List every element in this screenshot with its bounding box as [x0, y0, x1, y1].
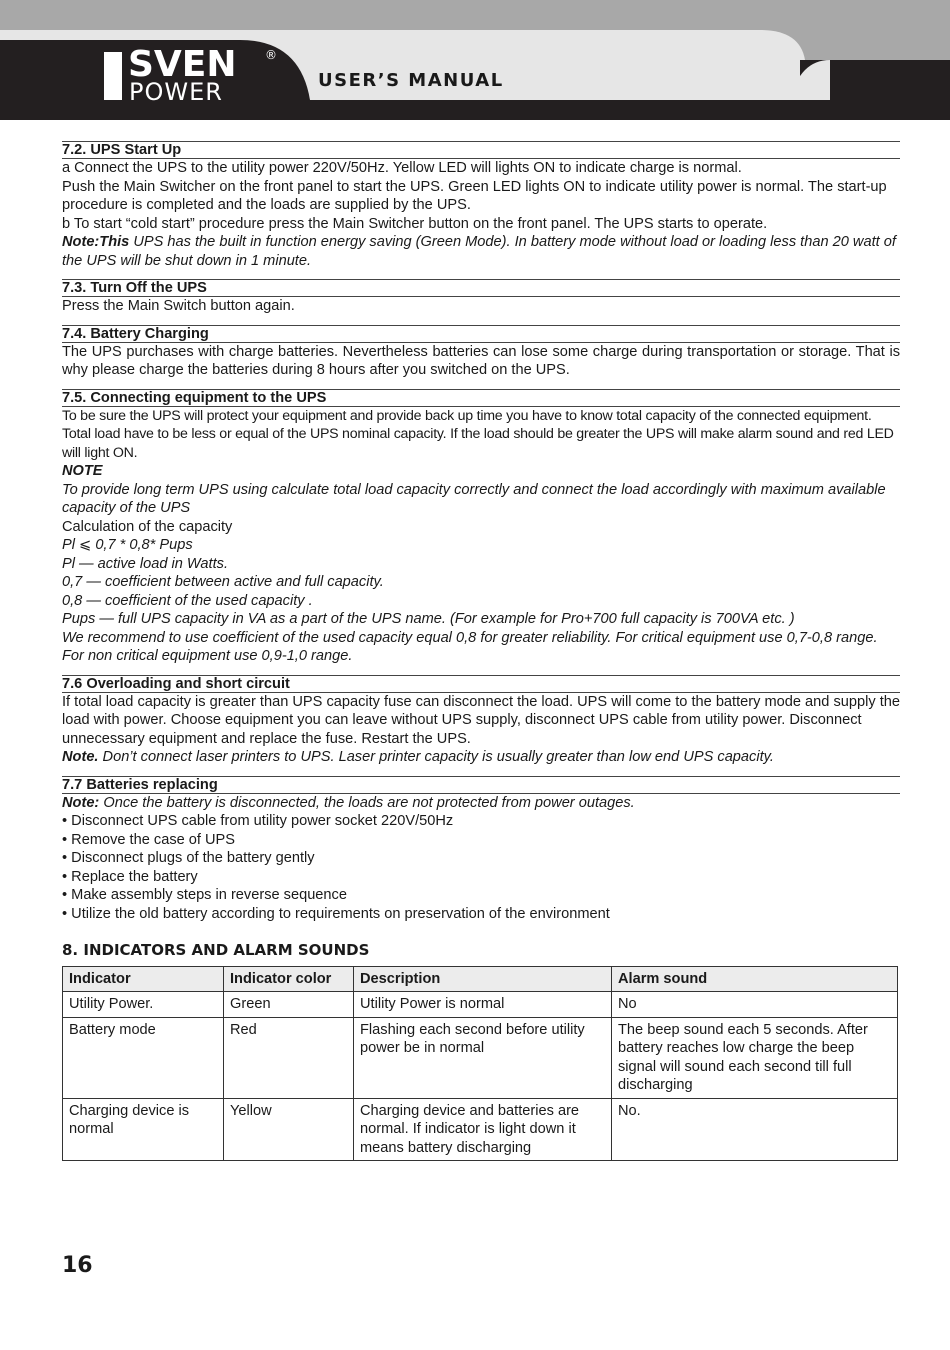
table-cell: Red — [224, 1017, 354, 1098]
table-cell: Flashing each second before utility power be in normal — [354, 1017, 612, 1098]
note-paragraph — [62, 233, 900, 270]
paragraph: If total load capacity is greater than UPS capacity fuse can disconnect the load. UPS will come to the battery mode and supply the load with power. Choose equipment you can leave without UPS supply, disconnect UPS cable from utility power. Disconnect unnecessary equipment and replace the fuse. Restart the UPS. — [62, 693, 900, 747]
paragraph: b To start “cold start” procedure press the Main Switcher button on the front panel. The UPS starts to operate. — [62, 215, 768, 232]
note-text: Once the battery is disconnected, the loads are not protected from power outages. — [99, 794, 635, 811]
paragraph: The UPS purchases with charge batteries. Nevertheless batteries can lose some charge during transportation or storage. That is why please charge the batteries during 8 hours after you switched on the UPS. — [62, 343, 900, 378]
formula-line: We recommend to use coefficient of the used capacity equal 0,8 for greater reliability. For critical equipment use 0,7-0,8 range. For non critical equipment use 0,9-1,0 range. — [62, 629, 878, 664]
column-header: Description — [354, 966, 612, 992]
logo-bar-icon — [104, 52, 122, 100]
paragraph: Press the Main Switch button again. — [62, 298, 295, 314]
indicators-title: 8. INDICATORS AND ALARM SOUNDS — [62, 941, 370, 959]
table-cell: Charging device and batteries are normal. If indicator is light down it means battery discharging — [354, 1098, 612, 1161]
section-title-7-3: 7.3. Turn Off the UPS — [62, 279, 900, 297]
section-title-7-7: 7.7 Batteries replacing — [62, 776, 900, 794]
main-content — [62, 141, 900, 1161]
table-cell: The beep sound each 5 seconds. After battery reaches low charge the beep signal will sound each second till full discharging — [612, 1017, 898, 1098]
note-text: UPS has the built in function energy saving (Green Mode). In battery mode without load or loading less than 20 watt of the UPS will be shut down in 1 minute. — [62, 234, 896, 269]
column-header: Indicator — [63, 966, 224, 992]
note-label: Note:This — [62, 234, 130, 250]
paragraph: To be sure the UPS will protect your equipment and provide back up time you have to know total capacity of the connected equipment. Total load have to be less or equal of the UPS nominal capacity. If the load should be greater the UPS will make alarm sound and red LED will light ON. — [62, 407, 894, 461]
paragraph: a Connect the UPS to the utility power 220V/50Hz. Yellow LED will lights ON to indicate charge is normal. — [62, 160, 742, 176]
table-header-row — [63, 966, 898, 992]
manual-title: USER’S MANUAL — [318, 70, 504, 91]
note-label: Note. — [62, 749, 99, 765]
formula-line: Pl — active load in Watts. — [62, 555, 229, 572]
brand-logo-sven: SVEN — [128, 44, 237, 85]
table-row — [63, 992, 898, 1018]
note-label: Note: — [62, 794, 100, 811]
indicators-table — [62, 966, 898, 1162]
table-row — [63, 1017, 898, 1098]
page-number: 16 — [62, 1253, 93, 1278]
section-title-7-2: 7.2. UPS Start Up — [62, 141, 900, 159]
brand-logo-power: POWER — [129, 78, 223, 106]
column-header: Indicator color — [224, 966, 354, 992]
paragraph: Calculation of the capacity — [62, 518, 233, 535]
table-cell: Utility Power is normal — [354, 992, 612, 1018]
table-cell: Battery mode — [63, 1017, 224, 1098]
table-row — [63, 1098, 898, 1161]
formula-line: 0,7 — coefficient between active and full capacity. — [62, 574, 384, 590]
table-cell: Yellow — [224, 1098, 354, 1161]
registered-mark: ® — [265, 48, 277, 62]
formula-line: Pups — full UPS capacity in VA as a part of the UPS name. (For example for Pro+700 full capacity is 700VA etc. ) — [62, 611, 795, 627]
list-item: • Utilize the old battery according to requirements on preservation of the environment — [62, 905, 610, 922]
section-title-7-6: 7.6 Overloading and short circuit — [62, 675, 900, 693]
table-cell: Utility Power. — [63, 992, 224, 1018]
list-item: • Disconnect plugs of the battery gently — [62, 850, 315, 866]
formula: Pl ⩽ 0,7 * 0,8* Pups — [62, 537, 193, 553]
column-header: Alarm sound — [612, 966, 898, 992]
table-cell: No — [612, 992, 898, 1018]
list-item: • Make assembly steps in reverse sequence — [62, 887, 347, 903]
table-cell: No. — [612, 1098, 898, 1161]
note-text: To provide long term UPS using calculate total load capacity correctly and connect the load accordingly with maximum available capacity of the UPS — [62, 481, 886, 516]
note-paragraph — [62, 748, 900, 767]
list-item: • Replace the battery — [62, 868, 198, 885]
formula-line: 0,8 — coefficient of the used capacity . — [62, 592, 313, 609]
list-item: • Remove the case of UPS — [62, 831, 236, 848]
list-item: • Disconnect UPS cable from utility power socket 220V/50Hz — [62, 813, 454, 829]
page-header — [0, 0, 950, 120]
section-title-7-4: 7.4. Battery Charging — [62, 325, 900, 343]
note-label: NOTE — [62, 463, 103, 479]
table-cell: Charging device is normal — [63, 1098, 224, 1161]
table-cell: Green — [224, 992, 354, 1018]
section-title-7-5: 7.5. Connecting equipment to the UPS — [62, 389, 900, 407]
note-text: Don’t connect laser printers to UPS. Laser printer capacity is usually greater than low end UPS capacity. — [98, 749, 774, 765]
note-paragraph — [62, 794, 900, 813]
paragraph: Push the Main Switcher on the front panel to start the UPS. Green LED lights ON to indicate utility power is normal. The start-up procedure is completed and the loads are supplied by the UPS. — [62, 178, 887, 213]
